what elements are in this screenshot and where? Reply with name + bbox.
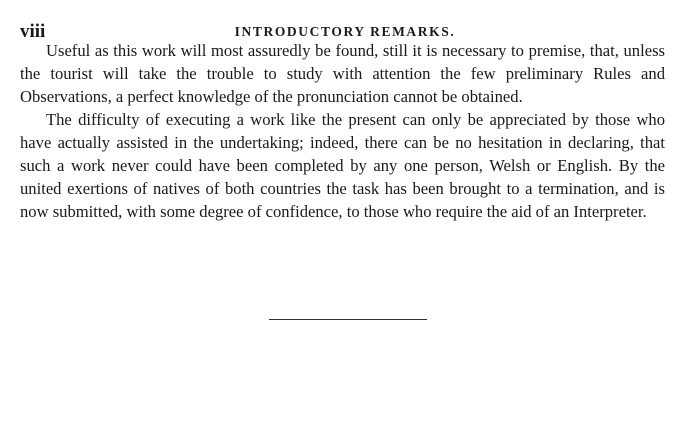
paragraph: Useful as this work will most assuredly be found, still it is necessary to premise, that, unless the tourist will take the trouble to study with attention the few preliminary Rules and Observations, a perfect knowledge of the pronunciation cannot be obtained. bbox=[20, 41, 665, 106]
paragraph: The difficulty of executing a work like the present can only be appreciated by those who have actually assisted in the undertaking; indeed, there can be no hesitation in declaring, that such a work never could have been completed by any one person, Welsh or English. By the united exertions of natives of both countries the task has been brought to a termination, and is now submitted, with some degree of confidence, to those who require the aid of an Interpreter. bbox=[20, 110, 665, 221]
section-divider-rule bbox=[269, 319, 427, 320]
running-head: INTRODUCTORY REMARKS. bbox=[234, 24, 456, 39]
page-number: viii bbox=[20, 21, 46, 42]
body-text bbox=[20, 39, 665, 223]
